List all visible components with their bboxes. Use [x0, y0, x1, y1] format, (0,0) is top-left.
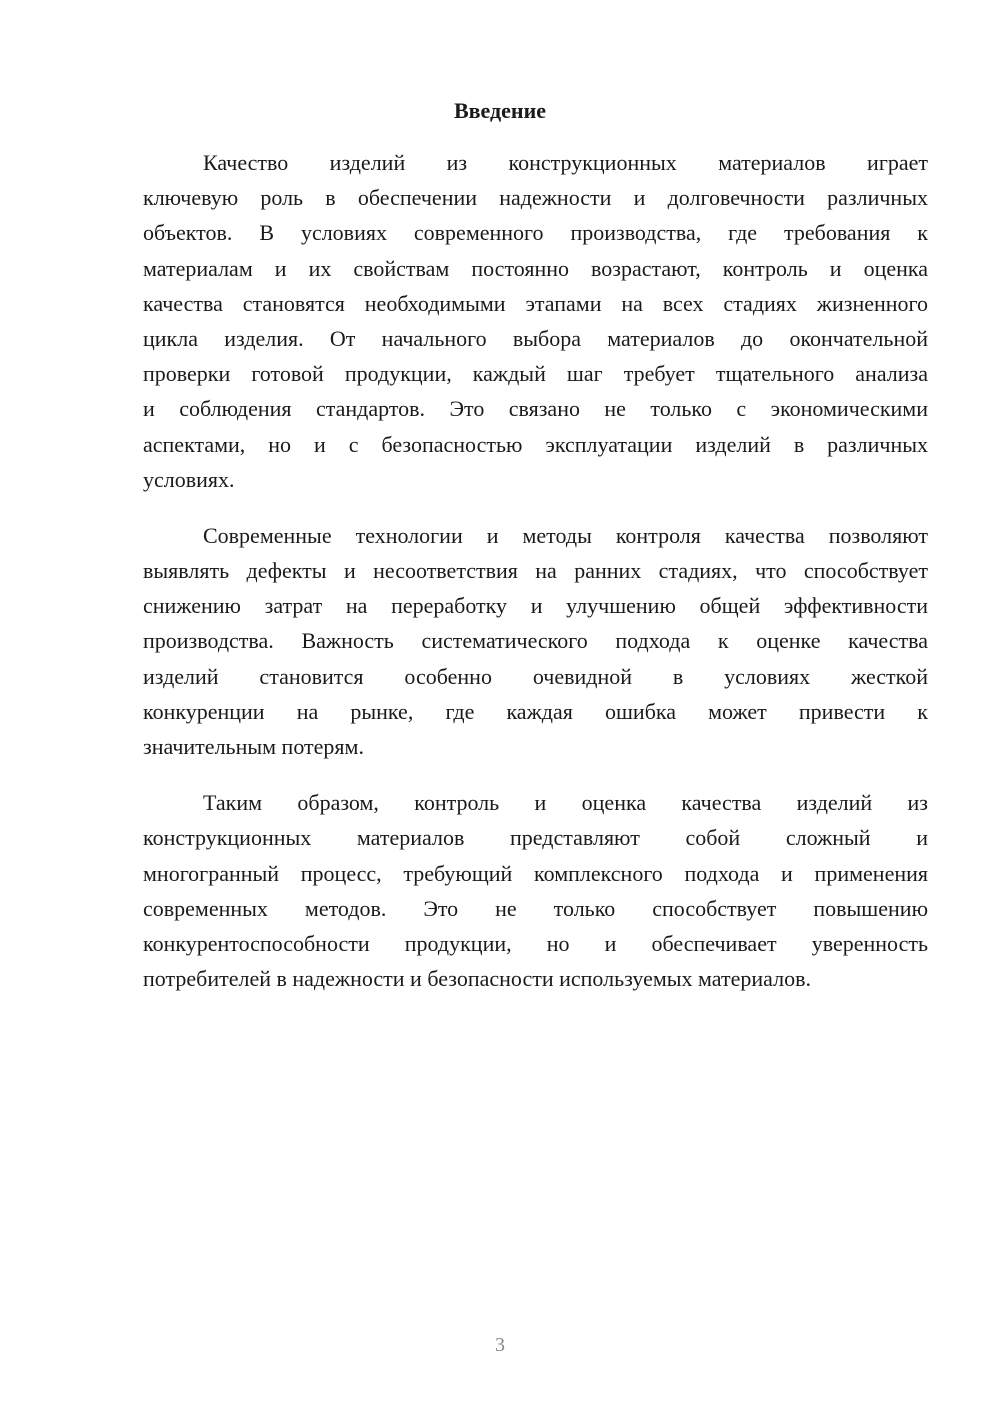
text-line: качества становятся необходимыми этапами на всех стадиях жизненного	[143, 290, 928, 316]
text-line: конкурентоспособности продукции, но и обеспечивает уверенность	[143, 930, 928, 956]
text-line: Таким образом, контроль и оценка качества изделий из	[203, 790, 928, 816]
text-line: многогранный процесс, требующий комплексного подхода и применения	[143, 860, 928, 886]
text-line: проверки готовой продукции, каждый шаг требует тщательного анализа	[143, 361, 928, 387]
section-title: Введение	[453, 98, 547, 123]
text-line: Современные технологии и методы контроля качества позволяют	[203, 522, 928, 548]
text-line: изделий становится особенно очевидной в условиях жесткой	[143, 663, 928, 689]
text-line: конструкционных материалов представляют собой сложный и	[143, 825, 928, 851]
text-line: материалам и их свойствам постоянно возрастают, контроль и оценка	[143, 255, 928, 281]
text-line: производства. Важность систематического подхода к оценке качества	[143, 628, 928, 654]
text-line: снижению затрат на переработку и улучшению общей эффективности	[143, 593, 928, 619]
text-line: значительным потерям.	[143, 734, 364, 759]
document-body	[143, 145, 928, 1017]
text-line: потребителей в надежности и безопасности используемых материалов.	[143, 966, 811, 992]
paragraph	[143, 145, 928, 497]
text-line: и соблюдения стандартов. Это связано не только с экономическими	[143, 396, 928, 422]
page-number: 3	[495, 1334, 505, 1356]
text-line: объектов. В условиях современного производства, где требования к	[143, 220, 928, 246]
text-line: аспектами, но и с безопасностью эксплуатации изделий в различных	[143, 431, 928, 457]
text-line: Качество изделий из конструкционных материалов играет	[203, 150, 928, 175]
text-line: условиях.	[143, 466, 235, 492]
text-line: выявлять дефекты и несоответствия на ранних стадиях, что способствует	[143, 558, 928, 584]
paragraph	[143, 785, 928, 996]
paragraph	[143, 518, 928, 764]
text-line: современных методов. Это не только способствует повышению	[143, 895, 928, 921]
text-line: цикла изделия. От начального выбора материалов до окончательной	[143, 325, 928, 351]
text-line: ключевую роль в обеспечении надежности и долговечности различных	[143, 185, 928, 211]
text-line: конкуренции на рынке, где каждая ошибка может привести к	[143, 698, 928, 724]
